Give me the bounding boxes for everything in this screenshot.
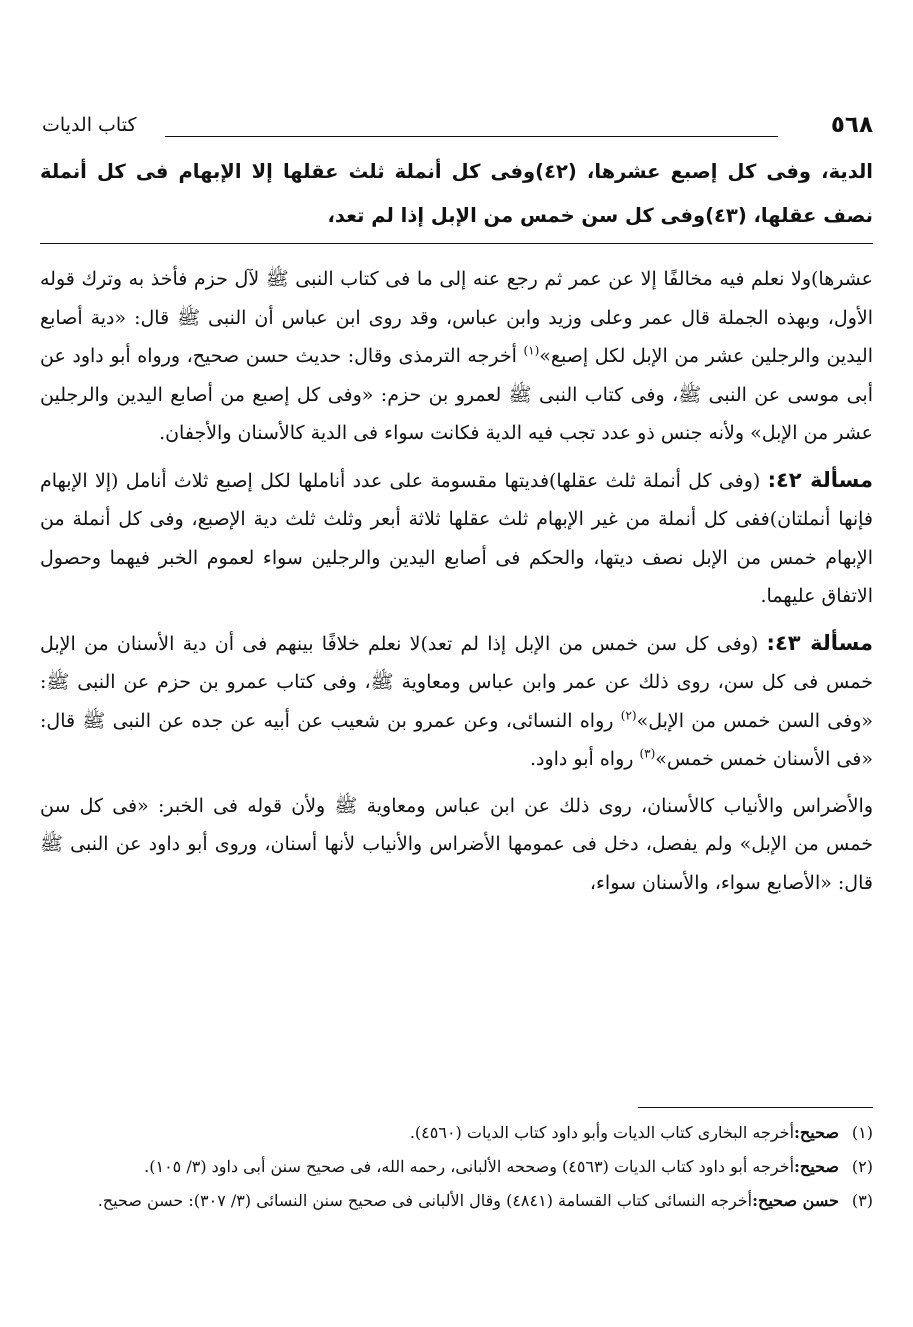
paragraph-text: عشرها)ولا نعلم فيه مخالفًا إلا عن عمر ثم رجع عنه إلى ما فى كتاب النبى ﷺ لآل حزم فأخذ به وترك قوله الأول، وبهذه الجملة قال عمر وعلى وزيد وابن عباس، وقد روى ابن عباس أن النبى ﷺ قال: «دية أصابع اليدين والرجلين عشر من الإبل لكل إصبع» xyxy=(40,268,873,367)
footnote-divider xyxy=(638,1107,873,1108)
footnote xyxy=(40,1152,873,1181)
paragraph-text: والأضراس والأنياب كالأسنان، روى ذلك عن ابن عباس ومعاوية ﷺ ولأن قوله فى الخبر: «فى كل سن خمس من الإبل» ولم يفصل، دخل فى عمومها الأضراس والأنياب لأنها أسنان، وروى أبو داود عن النبى ﷺ قال: «الأصابع سواء، والأسنان سواء، xyxy=(40,794,873,894)
footnote-text: أخرجه النسائى كتاب القسامة (٤٨٤١) وقال الألبانى فى صحيح سنن النسائى (٣/ ٣٠٧): حسن صحيح. xyxy=(97,1191,753,1210)
footnote-number: (٢) xyxy=(851,1157,873,1176)
footnote-grade: صحيح: xyxy=(794,1157,839,1176)
footnote-grade: صحيح: xyxy=(794,1123,839,1142)
footnote-text: أخرجه البخارى كتاب الديات وأبو داود كتاب الديات (٤٥٦٠). xyxy=(409,1123,795,1142)
running-title: كتاب الديات xyxy=(42,114,137,136)
footnote-grade: حسن صحيح: xyxy=(752,1191,839,1210)
issue-text: رواه النسائى، وعن عمرو بن شعيب عن أبيه عن جده عن النبى ﷺ قال: «فى الأسنان خمس خمس» xyxy=(40,709,873,770)
issue-42 xyxy=(40,461,873,616)
book-page xyxy=(40,100,873,1300)
footnote xyxy=(40,1118,873,1147)
footnotes xyxy=(40,1118,873,1220)
issue-label: مسألة ٤٢: xyxy=(767,467,873,492)
footnote-number: (١) xyxy=(851,1123,873,1142)
paragraph-text: أخرجه الترمذى وقال: حديث حسن صحيح، ورواه أبو داود عن أبى موسى عن النبى ﷺ، وفى كتاب النبى ﷺ لعمرو بن حزم: «وفى كل إصبع من أصابع اليدين والرجلين عشر من الإبل» ولأنه جنس ذو عدد تجب فيه الدية فكانت سواء فى الدية كالأسنان والأجفان. xyxy=(40,345,873,444)
footnote-ref: (٣) xyxy=(639,746,656,761)
footnote-text: أخرجه أبو داود كتاب الديات (٤٥٦٣) وصححه الألبانى، رحمه الله، فى صحيح سنن أبى داود (٣/ ١٠٥). xyxy=(144,1157,795,1176)
footnote-number: (٣) xyxy=(851,1191,873,1210)
page-number: ٥٦٨ xyxy=(830,112,873,138)
issue-text: (وفى كل سن خمس من الإبل إذا لم تعد)لا نعلم خلافًا بينهم فى أن دية الأسنان من الإبل خمس فى كل سن، روى ذلك عن عمر وابن عباس ومعاوية ﷺ، وفى كتاب عمرو بن حزم عن النبى ﷺ: «وفى السن خمس من الإبل» xyxy=(40,632,873,732)
matn-divider xyxy=(40,243,873,244)
issue-text: (وفى كل أنملة ثلث عقلها)فديتها مقسومة على عدد أناملها لكل إصبع ثلاث أنامل (إلا الإبهام فإنها أنملتان)ففى كل أنملة من غير الإبهام ثلث عقلها ثلاثة أبعر وثلث ثلث دية الإصبع، وفى كل أنملة من الإبهام خمس من الإبل نصف ديتها، والحكم فى أصابع اليدين والرجلين سواء لعموم الخبر فيهما وحصول الاتفاق عليهما. xyxy=(40,469,873,607)
commentary-body xyxy=(40,260,873,902)
header-rule xyxy=(165,136,778,137)
paragraph xyxy=(40,260,873,453)
issue-text: رواه أبو داود. xyxy=(529,748,640,770)
footnote xyxy=(40,1186,873,1215)
issue-label: مسألة ٤٣: xyxy=(766,630,873,655)
matn-text: الدية، وفى كل إصبع عشرها، (٤٢)وفى كل أنملة ثلث عقلها إلا الإبهام فى كل أنملة نصف عقلها، (٤٣)وفى كل سن خمس من الإبل إذا لم تعد، xyxy=(40,160,873,227)
paragraph xyxy=(40,787,873,903)
footnote-ref: (٢) xyxy=(620,708,637,723)
page-header xyxy=(40,112,873,146)
footnote-ref: (١) xyxy=(523,343,540,358)
issue-43 xyxy=(40,624,873,779)
